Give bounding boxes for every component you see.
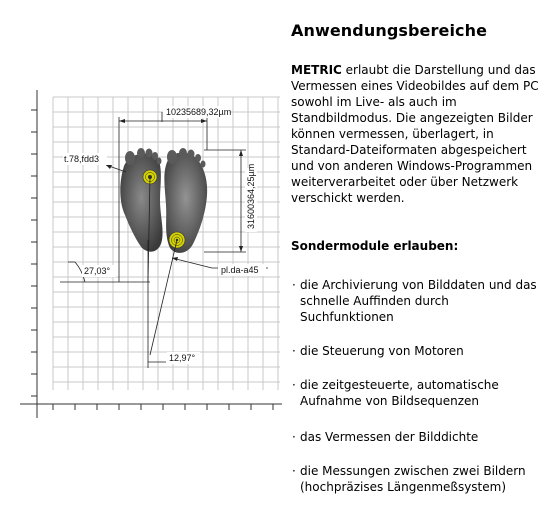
product-name: METRIC: [291, 63, 342, 77]
height-measurement-label: 31600364,25µm: [246, 163, 256, 229]
list-item: [291, 343, 541, 359]
list-item: [291, 277, 541, 325]
bullet-icon: ·: [292, 344, 296, 358]
bullet-icon: ·: [292, 378, 296, 392]
bullet-icon: ·: [292, 464, 296, 478]
left-foot: [120, 148, 162, 252]
list-item-text: die Messungen zwischen zwei Bildern (hochpräzises Längenmeßsystem): [300, 464, 526, 494]
text-measurement-label: t.78,fdd3: [64, 154, 100, 164]
measurement-grid: [53, 97, 280, 390]
point-measurement-label: pl.da-a45: [221, 265, 259, 275]
subheading: Sondermodule erlauben:: [291, 239, 459, 253]
intro-text: erlaubt die Darstellung und das Vermessen eines Videobildes auf dem PC sowohl im Live- als auch im Standbildmodus. Die angezeigten Bilder können vermessen, überlagert, in Standard-Dateiformaten abgespeichert und von anderen Windows-Programmen weiterverarbeitet oder über Netzwerk verschickt werden.: [291, 63, 539, 205]
list-item: [291, 377, 541, 409]
angle-bottom-label: 12,97°: [169, 353, 196, 363]
list-item-text: die Steuerung von Motoren: [300, 344, 464, 358]
list-item-text: die zeitgesteuerte, automatische Aufnahme von Bildsequenzen: [300, 378, 499, 408]
list-item: [291, 463, 541, 495]
angle-left-label: 27,03°: [84, 266, 111, 276]
intro-paragraph: [291, 62, 541, 206]
bullet-icon: ·: [292, 430, 296, 444]
page-title: Anwendungsbereiche: [291, 21, 488, 40]
bullet-icon: ·: [292, 278, 296, 292]
list-item-text: das Vermessen der Bilddichte: [300, 430, 479, 444]
width-measurement-label: 10235689,32µm: [166, 107, 232, 117]
list-item: [291, 429, 541, 445]
list-item-text: die Archivierung von Bilddaten und das schnelle Auffinden durch Suchfunktionen: [300, 278, 537, 324]
